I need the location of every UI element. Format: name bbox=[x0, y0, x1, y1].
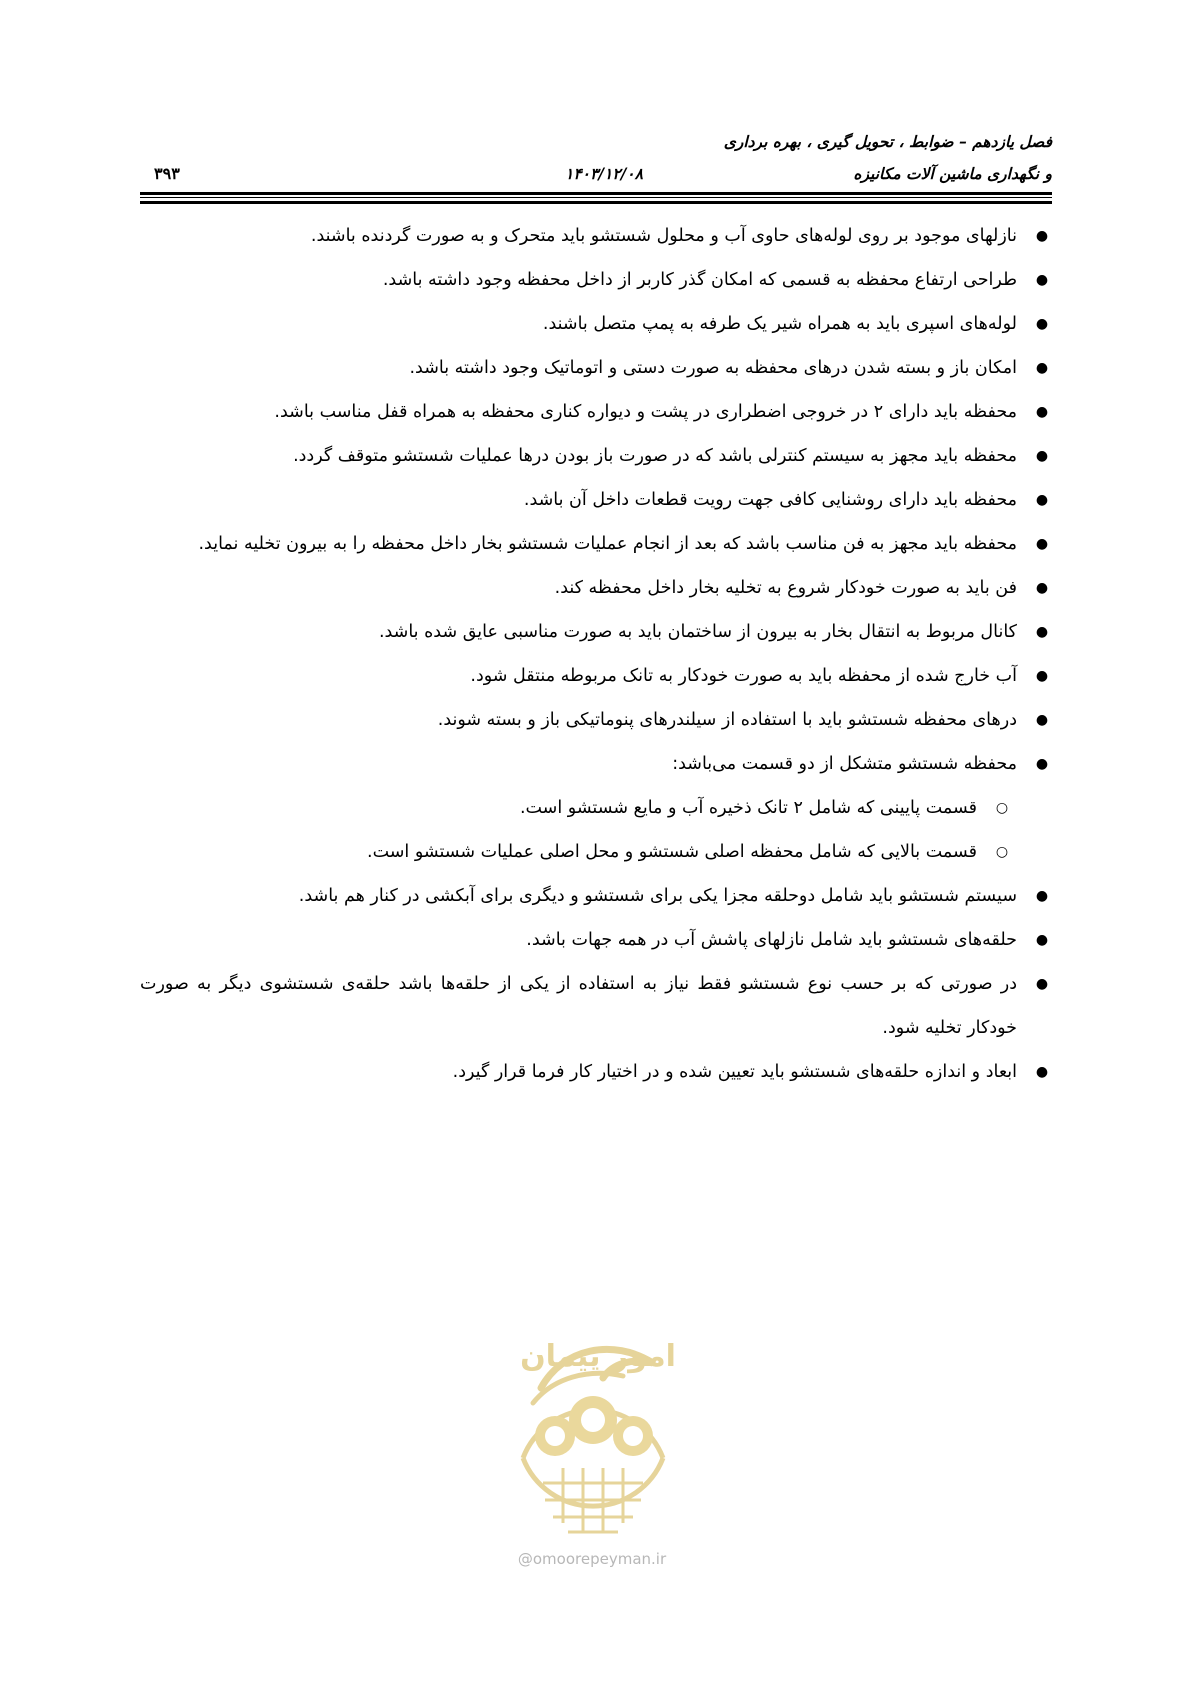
bullet-icon: ● bbox=[1035, 228, 1049, 244]
list-item-text: لوله‌های اسپری باید به همراه شیر یک طرفه به پمپ متصل باشند. bbox=[542, 314, 1017, 334]
list-item bbox=[140, 302, 1052, 346]
bullet-icon: ● bbox=[1035, 536, 1049, 552]
bullet-icon: ● bbox=[1035, 756, 1049, 772]
list-item-text: در صورتی که بر حسب نوع شستشو فقط نیاز به استفاده از یکی از حلقه‌ها باشد حلقه‌ی شستشوی دیگر به صورت خودکار تخلیه شود. bbox=[140, 974, 1017, 1038]
list-item-text: محفظه شستشو متشکل از دو قسمت می‌باشد: bbox=[672, 754, 1017, 774]
bullet-icon: ● bbox=[1035, 888, 1049, 904]
list-item bbox=[140, 390, 1052, 434]
bullet-icon: ● bbox=[1035, 580, 1049, 596]
bullet-icon: ● bbox=[1035, 272, 1049, 288]
header-rule-thick-top bbox=[140, 192, 1052, 195]
list-item-text: فن باید به صورت خودکار شروع به تخلیه بخار داخل محفظه کند. bbox=[554, 578, 1017, 598]
list-item bbox=[140, 742, 1052, 786]
list-item-text: آب خارج شده از محفظه باید به صورت خودکار به تانک مربوطه منتقل شود. bbox=[470, 666, 1017, 686]
list-item bbox=[140, 214, 1052, 258]
bullet-icon: ● bbox=[1035, 404, 1049, 420]
bullet-icon: ● bbox=[1035, 624, 1049, 640]
list-item-text: محفظه باید دارای ۲ در خروجی اضطراری در پشت و دیواره کناری محفظه به همراه قفل مناسب باشد. bbox=[274, 402, 1017, 422]
list-item bbox=[140, 258, 1052, 302]
list-item-text: محفظه باید مجهز به سیستم کنترلی باشد که در صورت باز بودن درها عملیات شستشو متوقف گردد. bbox=[293, 446, 1017, 466]
sub-list-item bbox=[140, 786, 1052, 830]
list-item-text: قسمت بالایی که شامل محفظه اصلی شستشو و محل اصلی عملیات شستشو است. bbox=[367, 842, 977, 862]
list-item-text: کانال مربوط به انتقال بخار به بیرون از ساختمان باید به صورت مناسبی عایق شده باشد. bbox=[378, 622, 1017, 642]
list-item bbox=[140, 874, 1052, 918]
list-item-text: امکان باز و بسته شدن درهای محفظه به صورت دستی و اتوماتیک وجود داشته باشد. bbox=[409, 358, 1017, 378]
chapter-title-line1: فصل یازدهم – ضوابط ، تحویل گیری ، بهره برداری bbox=[723, 132, 1052, 151]
list-item bbox=[140, 346, 1052, 390]
svg-text:امور پیمان: امور پیمان bbox=[520, 1339, 676, 1374]
list-item-text: ابعاد و اندازه حلقه‌های شستشو باید تعیین شده و در اختیار کار فرما قرار گیرد. bbox=[452, 1062, 1017, 1082]
bullet-icon: ● bbox=[1035, 668, 1049, 684]
list-item bbox=[140, 1050, 1052, 1094]
bullet-icon: ● bbox=[1035, 976, 1049, 992]
list-item bbox=[140, 522, 1052, 566]
header-rule-thick-bottom bbox=[140, 201, 1052, 204]
list-item-text: سیستم شستشو باید شامل دوحلقه مجزا یکی برای شستشو و دیگری برای آبکشی در کنار هم باشد. bbox=[298, 886, 1017, 906]
list-item-text: طراحی ارتفاع محفظه به قسمی که امکان گذر کاربر از داخل محفظه وجود داشته باشد. bbox=[382, 270, 1017, 290]
list-item bbox=[140, 566, 1052, 610]
bullet-icon: ● bbox=[1035, 360, 1049, 376]
watermark-url: @omoorepeyman.ir bbox=[517, 1550, 667, 1568]
sub-list-item bbox=[140, 830, 1052, 874]
list-item bbox=[140, 434, 1052, 478]
document-body bbox=[140, 214, 1052, 1094]
watermark-logo bbox=[493, 1308, 693, 1566]
bullet-icon: ● bbox=[1035, 492, 1049, 508]
bullet-icon: ● bbox=[1035, 1064, 1049, 1080]
bullet-list bbox=[140, 214, 1052, 1094]
list-item bbox=[140, 610, 1052, 654]
list-item-text: قسمت پایینی که شامل ۲ تانک ذخیره آب و مایع شستشو است. bbox=[519, 798, 977, 818]
circle-bullet-icon: ○ bbox=[995, 844, 1009, 860]
chapter-title-line2: و نگهداری ماشین آلات مکانیزه bbox=[853, 164, 1052, 183]
page-header bbox=[140, 122, 1052, 200]
list-item-text: درهای محفظه شستشو باید با استفاده از سیلندرهای پنوماتیکی باز و بسته شوند. bbox=[437, 710, 1017, 730]
list-item-text: نازلهای موجود بر روی لوله‌های حاوی آب و محلول شستشو باید متحرک و به صورت گردنده باشند. bbox=[310, 226, 1017, 246]
list-item bbox=[140, 654, 1052, 698]
bullet-icon: ● bbox=[1035, 448, 1049, 464]
list-item bbox=[140, 478, 1052, 522]
header-rule-thin bbox=[140, 197, 1052, 198]
list-item bbox=[140, 698, 1052, 742]
list-item bbox=[140, 918, 1052, 962]
bullet-icon: ● bbox=[1035, 316, 1049, 332]
list-item bbox=[140, 962, 1052, 1050]
circle-bullet-icon: ○ bbox=[995, 800, 1009, 816]
page-number: ۳۹۳ bbox=[154, 164, 180, 183]
bullet-icon: ● bbox=[1035, 712, 1049, 728]
bullet-icon: ● bbox=[1035, 932, 1049, 948]
list-item-text: محفظه باید مجهز به فن مناسب باشد که بعد از انجام عملیات شستشو بخار داخل محفظه را به بیرون تخلیه نماید. bbox=[198, 534, 1017, 554]
list-item-text: حلقه‌های شستشو باید شامل نازلهای پاشش آب در همه جهات باشد. bbox=[526, 930, 1017, 950]
list-item-text: محفظه باید دارای روشنایی کافی جهت رویت قطعات داخل آن باشد. bbox=[523, 490, 1017, 510]
header-date: ۱۴۰۳/۱۲/۰۸ bbox=[565, 164, 643, 183]
